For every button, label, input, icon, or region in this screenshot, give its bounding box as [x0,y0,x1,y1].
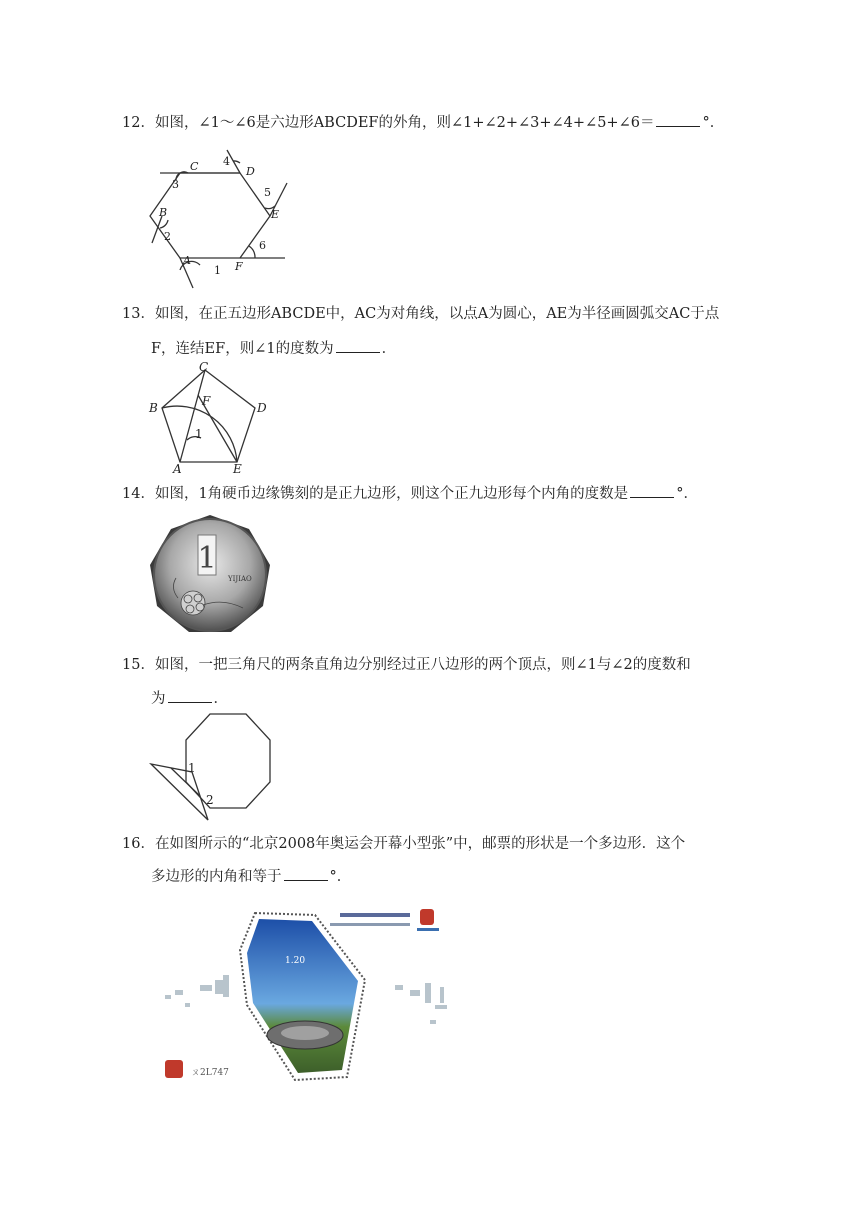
question-text: 如图，∠1～∠6是六边形ABCDEF的外角，则∠1+∠2+∠3+∠4+∠5+∠6＝ [154,115,655,131]
logo-icon [165,1060,183,1078]
label-E: E [271,208,280,221]
answer-blank[interactable] [656,112,700,127]
label-D: D [246,165,255,178]
question-suffix: °． [676,486,698,502]
label-6: 6 [259,239,266,252]
label-4: 4 [223,155,230,168]
question-text: 多边形的内角和等于 [151,869,282,885]
octagon-figure [148,712,278,822]
label-B: B [159,206,168,219]
serial-number: ㄡ2L747 [191,1068,229,1078]
label-D: D [257,401,267,415]
label-C: C [199,360,209,374]
stamp-sheet-figure [155,895,460,1090]
question-13-line2 [151,338,396,359]
question-16 [122,834,685,854]
coin-figure [148,513,273,638]
hexagon-figure [145,148,295,293]
label-A: A [173,462,182,475]
question-suffix: ． [213,691,228,707]
label-1: 1 [195,427,203,441]
question-text: 如图，一把三角尺的两条直角边分别经过正八边形的两个顶点，则∠1与∠2的度数和 [154,657,691,673]
question-number: 12． [122,115,155,131]
question-12 [122,112,724,133]
question-number: 14． [122,486,155,502]
question-suffix: °． [702,115,725,131]
label-F: F [202,394,211,408]
coin-word: YIJIAO [228,575,252,583]
pentagon-figure [145,360,275,475]
question-suffix: ． [381,341,397,357]
question-15 [122,655,691,675]
label-1: 1 [214,264,221,277]
label-5: 5 [264,186,271,199]
question-14 [122,483,698,504]
answer-blank[interactable] [336,338,380,353]
question-text: 在如图所示的“北京2008年奥运会开幕小型张”中，邮票的形状是一个多边形．这个 [154,836,686,852]
question-number: 13． [122,306,155,322]
question-13 [122,304,719,324]
label-E: E [233,462,242,475]
label-A: A [183,254,191,267]
question-text: 如图，1角硬币边缘镌刻的是正九边形，则这个正九边形每个内角的度数是 [154,486,629,502]
label-2: 2 [164,230,171,243]
question-text: 为 [151,691,166,707]
label-3: 3 [172,178,179,191]
olympic-emblem-icon [417,909,439,931]
coin-numeral: 1 [197,541,217,576]
label-C: C [190,160,199,173]
question-text: F，连结EF，则∠1的度数为 [151,341,334,357]
question-15-line2 [151,688,228,709]
label-B: B [149,401,158,415]
question-suffix: °． [329,869,352,885]
label-2: 2 [206,793,214,807]
label-1: 1 [188,761,196,775]
stamp-value: 1.20 [285,956,306,966]
answer-blank[interactable] [168,688,212,703]
question-number: 16． [122,836,155,852]
answer-blank[interactable] [630,483,674,498]
question-number: 15． [122,657,155,673]
question-16-line2 [151,866,351,887]
answer-blank[interactable] [284,866,328,881]
label-F: F [235,260,243,273]
question-text: 如图，在正五边形ABCDE中，AC为对角线，以点A为圆心，AE为半径画圆弧交AC于点 [154,306,720,322]
